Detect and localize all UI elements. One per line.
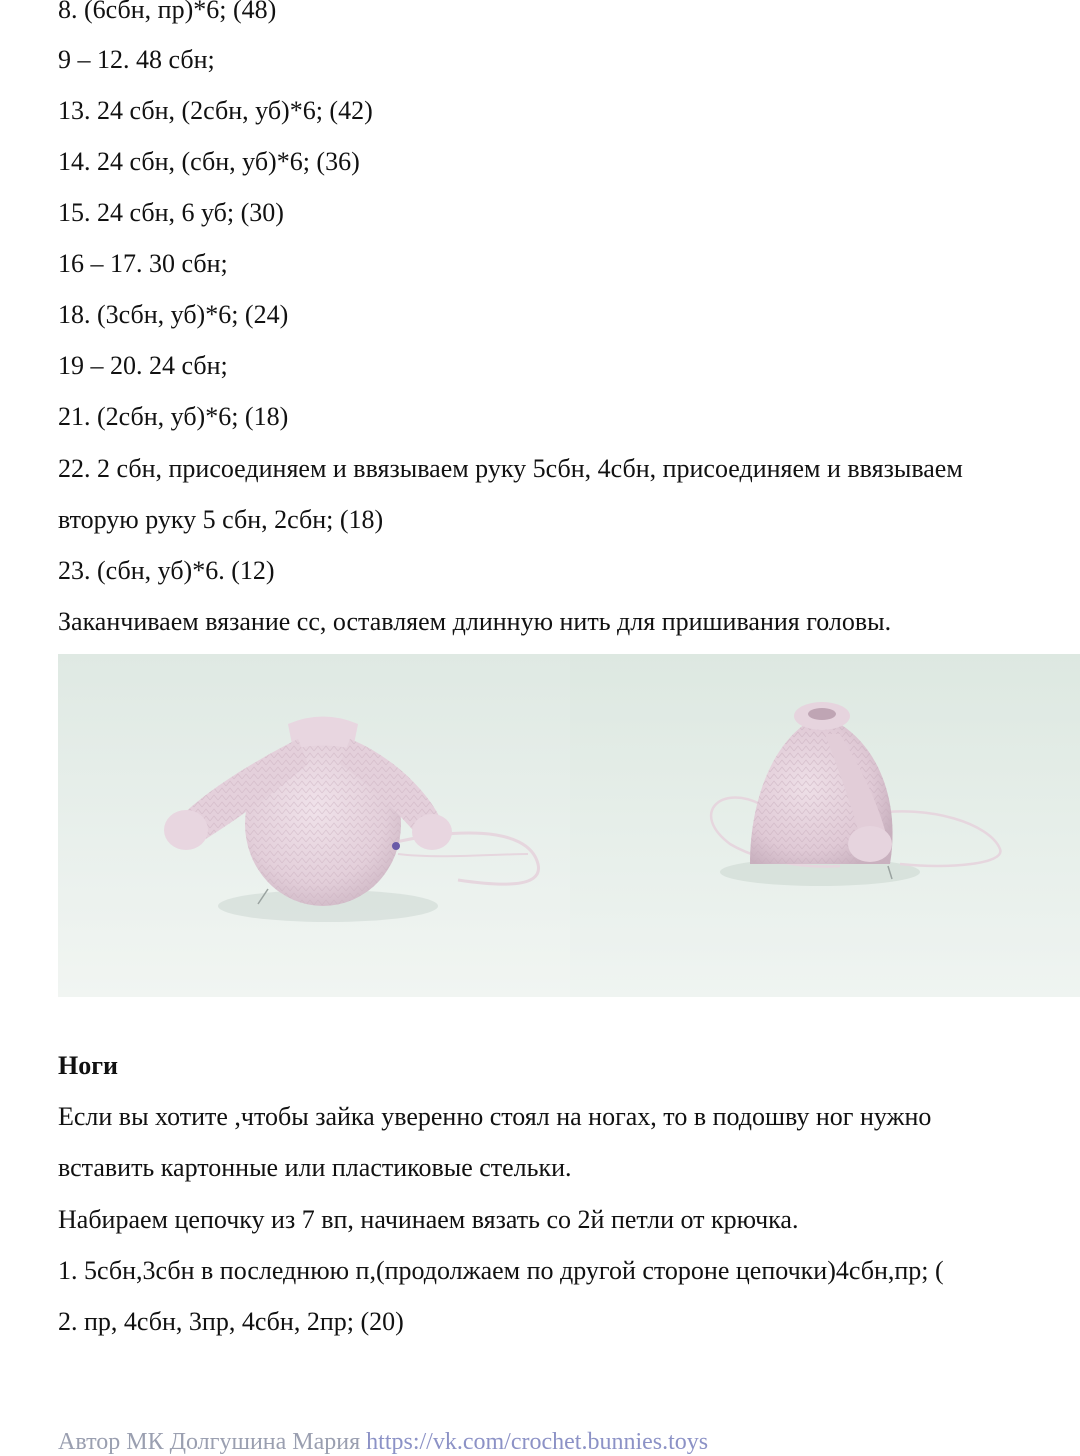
section-title-legs: Ноги bbox=[58, 1051, 119, 1080]
photo-body-side bbox=[570, 654, 1080, 997]
pattern-row-8: 8. (6сбн, пр)*6; (48) bbox=[58, 0, 277, 24]
finish-note: Заканчиваем вязание сс, оставляем длинную нить для пришивания головы. bbox=[58, 607, 892, 636]
legs-chain-instruction: Набираем цепочку из 7 вп, начинаем вязать со 2й петли от крючка. bbox=[58, 1205, 799, 1234]
pattern-row-22: 22. 2 сбн, присоединяем и ввязываем руку 5сбн, 4сбн, присоединяем и ввязываем bbox=[58, 454, 963, 483]
pattern-row-14: 14. 24 сбн, (сбн, уб)*6; (36) bbox=[58, 147, 360, 176]
pattern-row-15: 15. 24 сбн, 6 уб; (30) bbox=[58, 198, 284, 227]
pattern-row-22-continued: вторую руку 5 сбн, 2сбн; (18) bbox=[58, 505, 384, 534]
pattern-row-21: 21. (2сбн, уб)*6; (18) bbox=[58, 402, 289, 431]
pattern-row-13: 13. 24 сбн, (2сбн, уб)*6; (42) bbox=[58, 96, 373, 125]
pattern-row-18: 18. (3сбн, уб)*6; (24) bbox=[58, 300, 289, 329]
page-footer bbox=[58, 1428, 708, 1456]
footer-author: Автор МК Долгушина Мария bbox=[58, 1429, 361, 1455]
pattern-row-23: 23. (сбн, уб)*6. (12) bbox=[58, 556, 275, 585]
legs-row-1: 1. 5сбн,3сбн в последнюю п,(продолжаем по другой стороне цепочки)4сбн,пр; ( bbox=[58, 1256, 944, 1285]
pattern-row-19-20: 19 – 20. 24 сбн; bbox=[58, 351, 228, 380]
crochet-body-side-illustration bbox=[570, 654, 1080, 997]
pattern-row-16-17: 16 – 17. 30 сбн; bbox=[58, 249, 228, 278]
photo-body-front bbox=[58, 654, 570, 997]
legs-intro-line-1: Если вы хотите ,чтобы зайка уверенно стоял на ногах, то в подошву ног нужно bbox=[58, 1102, 932, 1131]
legs-intro-line-2: вставить картонные или пластиковые стельки. bbox=[58, 1153, 572, 1182]
footer-link[interactable]: https://vk.com/crochet.bunnies.toys bbox=[366, 1429, 709, 1455]
pattern-row-9-12: 9 – 12. 48 сбн; bbox=[58, 45, 215, 74]
legs-row-2: 2. пр, 4сбн, 3пр, 4сбн, 2пр; (20) bbox=[58, 1307, 404, 1336]
crochet-body-front-illustration bbox=[58, 654, 570, 997]
